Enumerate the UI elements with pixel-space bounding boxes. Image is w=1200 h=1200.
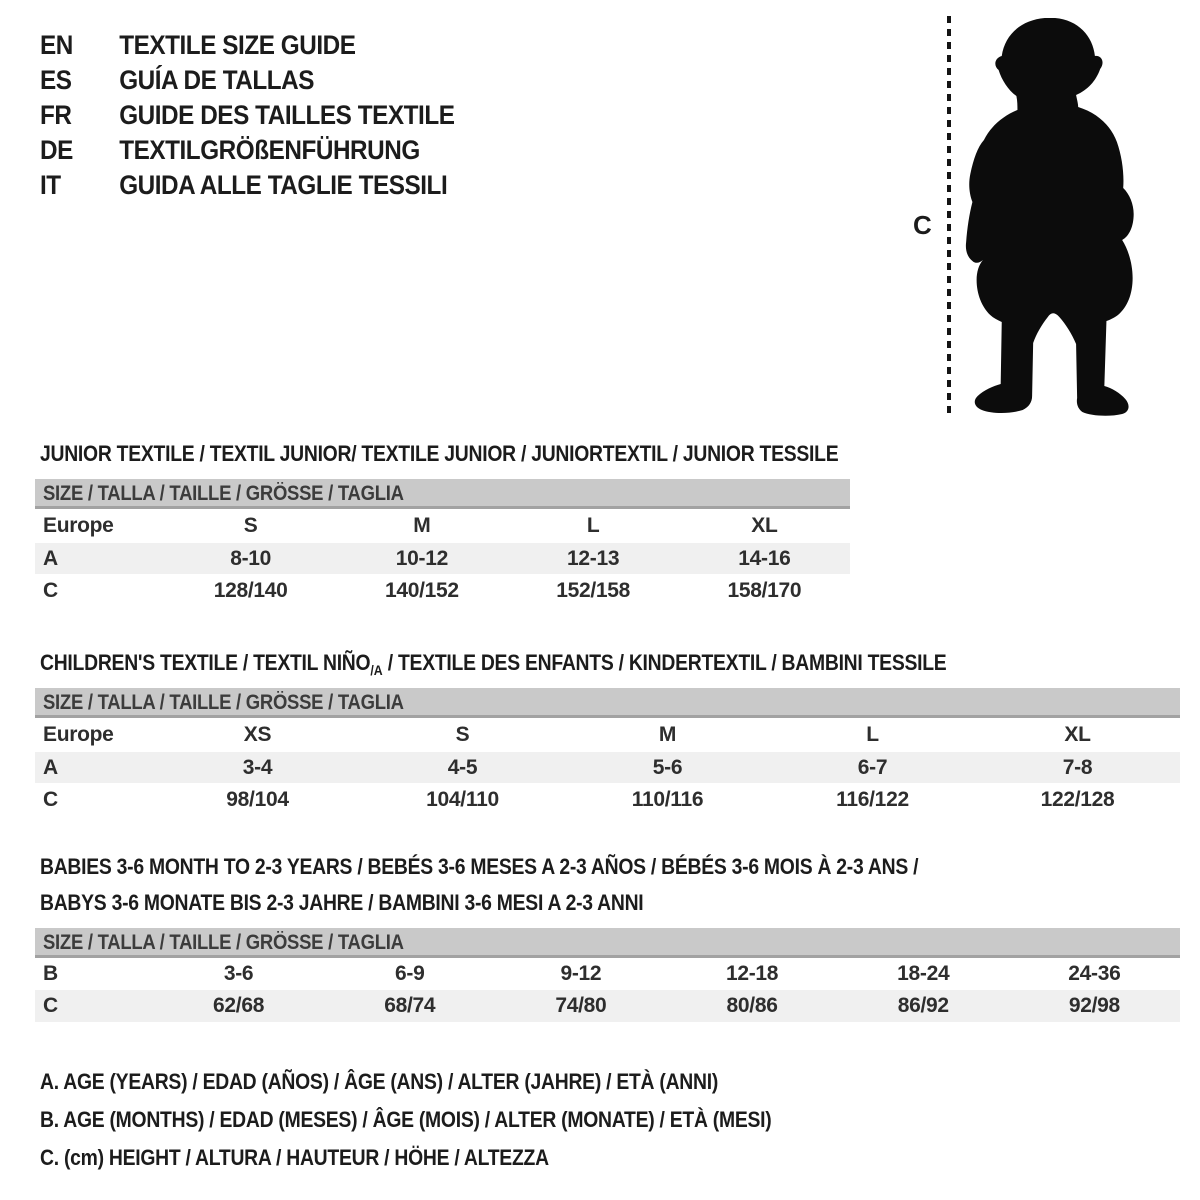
language-code: IT: [40, 170, 61, 200]
table-row-europe: [35, 718, 1180, 752]
height-value: 62/68: [213, 994, 265, 1017]
title-row-en: [40, 28, 454, 63]
size-header-bar: SIZE / TALLA / TAILLE / GRÖSSE / TAGLIA: [35, 688, 1180, 718]
language-code: EN: [40, 30, 73, 60]
age-value: 14-16: [738, 546, 791, 570]
months-value: 12-18: [725, 962, 779, 985]
months-value: 18-24: [897, 962, 950, 985]
height-value: 128/140: [213, 579, 288, 602]
nino-a-subscript: /A: [370, 662, 383, 678]
size-column: XS: [243, 723, 272, 746]
height-measure-label: C: [913, 210, 932, 240]
age-value: 3-4: [242, 755, 273, 779]
legend-block: [40, 1063, 871, 1177]
height-value: 104/110: [426, 788, 499, 811]
table-row-europe: [35, 509, 850, 543]
height-value: 116/122: [836, 788, 909, 811]
height-value: 140/152: [384, 579, 459, 602]
row-label: A: [43, 755, 58, 779]
junior-size-table: [35, 479, 850, 608]
language-code: FR: [40, 100, 72, 130]
size-header-bar: SIZE / TALLA / TAILLE / GRÖSSE / TAGLIA: [35, 928, 1180, 958]
height-measure-dashed-line: [947, 16, 951, 416]
height-value: 98/104: [226, 788, 289, 811]
size-column: S: [455, 723, 470, 746]
junior-section-title: JUNIOR TEXTILE / TEXTIL JUNIOR/ TEXTILE JUNIOR / JUNIORTEXTIL / JUNIOR TESSILE: [40, 441, 839, 466]
language-code: DE: [40, 135, 73, 165]
title-row-de: [40, 133, 454, 168]
months-value: 3-6: [223, 962, 254, 985]
months-value: 6-9: [395, 962, 425, 985]
table-row-age: [35, 543, 850, 574]
table-row-height: [35, 990, 1180, 1022]
size-header-bar: SIZE / TALLA / TAILLE / GRÖSSE / TAGLIA: [35, 479, 850, 509]
age-value: 6-7: [857, 755, 888, 779]
guide-title: GUÍA DE TALLAS: [119, 65, 315, 95]
row-label: C: [43, 579, 58, 602]
table-row-height: [35, 574, 850, 608]
height-value: 68/74: [384, 994, 436, 1017]
age-value: 8-10: [230, 546, 272, 570]
height-value: 152/158: [556, 579, 631, 602]
babies-size-table: [35, 928, 1180, 1022]
row-label: B: [43, 962, 58, 985]
legend-line-a: A. AGE (YEARS) / EDAD (AÑOS) / ÂGE (ANS) / ALTER (JAHRE) / ETÀ (ANNI): [40, 1069, 719, 1094]
title-row-it: [40, 168, 454, 203]
age-value: 5-6: [652, 755, 683, 779]
height-value: 92/98: [1068, 994, 1120, 1017]
multilingual-title-block: [40, 28, 454, 203]
height-value: 158/170: [727, 579, 802, 602]
legend-line-b: B. AGE (MONTHS) / EDAD (MESES) / ÂGE (MOIS) / ALTER (MONATE) / ETÀ (MESI): [40, 1107, 772, 1132]
row-label: A: [43, 546, 58, 570]
size-column: L: [866, 723, 879, 746]
age-value: 4-5: [447, 755, 478, 779]
guide-title: TEXTILE SIZE GUIDE: [119, 30, 356, 60]
row-label: C: [43, 994, 58, 1017]
region-label: Europe: [43, 514, 114, 537]
guide-title: GUIDA ALLE TAGLIE TESSILI: [119, 170, 448, 200]
guide-title: TEXTILGRÖßENFÜHRUNG: [119, 135, 420, 165]
size-column: S: [243, 514, 258, 537]
height-value: 122/128: [1040, 788, 1115, 811]
toddler-silhouette-icon: [963, 14, 1141, 420]
size-column: XL: [751, 514, 778, 537]
row-label: C: [43, 788, 58, 811]
children-section-title: CHILDREN'S TEXTILE / TEXTIL $NIÑO_{/A}$ / TEXTILE DES ENFANTS / KINDERTEXTIL / BAMBINI TESSILE: [40, 650, 947, 678]
table-row-age: [35, 752, 1180, 783]
table-row-height: [35, 783, 1180, 817]
age-value: 7-8: [1062, 755, 1093, 779]
table-row-months: [35, 958, 1180, 990]
children-size-table: [35, 688, 1180, 817]
size-column: M: [658, 723, 677, 746]
region-label: Europe: [43, 723, 114, 746]
height-value: 80/86: [726, 994, 778, 1017]
title-row-fr: [40, 98, 454, 133]
size-column: L: [586, 514, 600, 537]
months-value: 24-36: [1068, 962, 1121, 985]
guide-title: GUIDE DES TAILLES TEXTILE: [119, 100, 455, 130]
size-column: M: [413, 514, 431, 537]
babies-section-title: BABIES 3-6 MONTH TO 2-3 YEARS / BEBÉS 3-6 MESES A 2-3 AÑOS / BÉBÉS 3-6 MOIS À 2-3 ANS / BABYS 3-6 MONATE BIS 2-3 JAHRE / BAMBINI 3-6 MESI A 2-3 ANNI: [40, 854, 919, 915]
height-value: 86/92: [897, 994, 949, 1017]
size-column: XL: [1064, 723, 1091, 746]
height-value: 74/80: [555, 994, 607, 1017]
language-code: ES: [40, 65, 72, 95]
legend-line-c: C. (cm) HEIGHT / ALTURA / HAUTEUR / HÖHE / ALTEZZA: [40, 1145, 549, 1170]
title-row-es: [40, 63, 454, 98]
age-value: 10-12: [395, 546, 448, 570]
height-value: 110/116: [631, 788, 704, 811]
age-value: 12-13: [567, 546, 620, 570]
months-value: 9-12: [560, 962, 602, 985]
